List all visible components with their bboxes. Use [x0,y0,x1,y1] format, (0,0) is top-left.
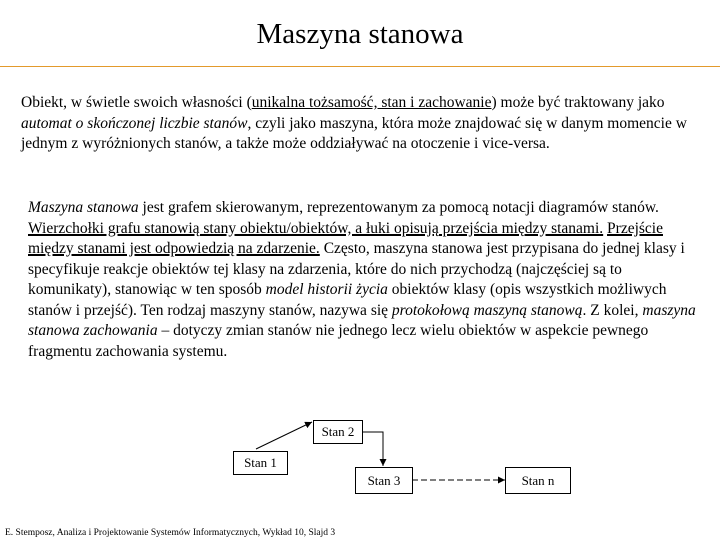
slide-footer: E. Stemposz, Analiza i Projektowanie Systemów Informatycznych, Wykład 10, Slajd 3 [5,528,336,538]
state-box-n: Stan n [505,467,571,494]
state-box-3: Stan 3 [355,467,413,494]
transition-1-to-2 [256,422,312,449]
transition-2-to-3 [362,432,383,466]
intro-text-2: ) może być traktowany jako [491,94,665,111]
state-box-1: Stan 1 [233,451,288,475]
def-italic-protocol-machine: protokołową maszyną stanową [391,301,583,319]
def-italic-life-history: model historii życia [265,281,388,298]
def-text-6: – dotyczy zmian stanów nie jednego lecz wielu obiektów w aspekcie pewnego fragmentu zachowania systemu. [28,322,649,360]
slide-title: Maszyna stanowa [256,18,464,50]
intro-underlined-properties: unikalna tożsamość, stan i zachowanie [251,94,492,111]
def-text-1: jest grafem skierowanym, reprezentowanym za pomocą notacji diagramów stanów. [138,199,659,216]
def-text-5: . Z kolei, [582,301,643,319]
def-text-3: Często, maszyna stanowa jest przypisana do jednej klasy i specyfikuje reakcje obiektów tej klasy na zdarzenia, które do nich przychodzą (najczęściej są to komunikaty), stanowiąc w ten sposób [28,240,685,298]
intro-italic-automaton: automat o skończonej liczbie stanów [21,114,248,132]
intro-text-1: Obiekt, w świetle swoich własności ( [21,94,252,111]
def-italic-state-machine: Maszyna stanowa [28,199,139,216]
state-box-2: Stan 2 [313,420,363,444]
def-underlined-vertices: Wierzchołki grafu stanowią stany obiektu/obiektów, a łuki opisują przejścia między stanami. [28,219,604,237]
def-underlined-transition: Przejście między stanami jest odpowiedzią na zdarzenie. [28,219,663,257]
def-italic-behavior-machine: maszyna stanowa zachowania [28,301,696,339]
def-text-4: obiektów klasy (opis wszystkich możliwych stanów i przejść). Ten rodzaj maszyny stanów, nazywa się [28,281,667,319]
intro-text-3: , czyli jako maszyna, która może znajdować się w danym momencie w jednym z wyróżnionych stanów, a także może oddziaływać na otoczenie i vice-versa. [21,114,687,152]
